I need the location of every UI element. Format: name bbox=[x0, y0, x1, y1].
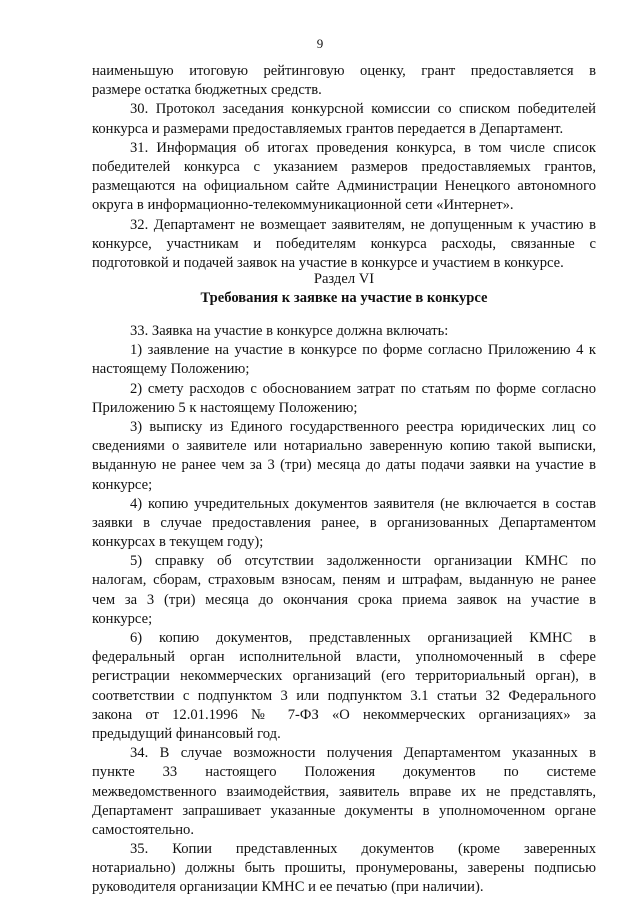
paragraphs-29-32 bbox=[92, 62, 596, 273]
text-line: конкурсе, участникам и победителям конкурса расходы, связанные с bbox=[92, 235, 596, 252]
text-line: подготовкой и подачей заявок на участие в конкурсе и участием в конкурсе. bbox=[92, 254, 564, 271]
text-line: регистрации некоммерческих организаций (его территориальный орган), в bbox=[92, 668, 596, 685]
text-line: межведомственного взаимодействия, заявитель вправе их не представлять, bbox=[92, 783, 596, 800]
text-line: 5) справку об отсутствии задолженности организации КМНС по bbox=[130, 553, 596, 570]
text-line: размещаются на официальном сайте Администрации Ненецкого автономного bbox=[92, 178, 596, 195]
text-line: 2) смету расходов с обоснованием затрат по статьям по форме согласно bbox=[130, 380, 596, 397]
text-line: наименьшую итоговую рейтинговую оценку, грант предоставляется в bbox=[92, 63, 596, 79]
section-title: Требования к заявке на участие в конкурсе bbox=[200, 290, 488, 306]
text-line: победителей конкурса с указанием размеров предоставляемых грантов, bbox=[92, 158, 596, 175]
text-line: федеральный орган исполнительной власти, уполномоченный в сфере bbox=[92, 649, 596, 666]
text-line: закона от 12.01.1996 № 7-ФЗ «О некоммерческих организациях» за bbox=[92, 706, 596, 723]
text-line: 30. Протокол заседания конкурсной комиссии со списком победителей bbox=[130, 101, 596, 118]
text-line: налогам, сборам, страховым взносам, пеням и штрафам, выданную не ранее bbox=[92, 572, 596, 589]
text-line: 4) копию учредительных документов заявителя (не включается в состав bbox=[130, 495, 596, 512]
text-line: конкурсе; bbox=[92, 610, 153, 627]
text-line: 3) выписку из Единого государственного реестра юридических лиц со bbox=[130, 418, 596, 435]
text-line: размере остатка бюджетных средств. bbox=[92, 82, 322, 99]
text-line: предыдущий финансовый год. bbox=[92, 725, 281, 742]
text-line: руководителя организации КМНС и ее печатью (при наличии). bbox=[92, 879, 484, 896]
paragraphs-33-35 bbox=[92, 322, 596, 898]
text-line: настоящему Положению; bbox=[92, 361, 250, 378]
text-line: сведениями о заявителе или нотариально заверенную копию такой выписки, bbox=[92, 438, 596, 455]
text-line: выданную не ранее чем за 3 (три) месяца до даты подачи заявки на участие в bbox=[92, 457, 596, 474]
text-line: Приложению 5 к настоящему Положению; bbox=[92, 399, 358, 416]
section-heading: Раздел VI bbox=[313, 271, 375, 287]
text-line: самостоятельно. bbox=[92, 821, 194, 838]
text-line: Департамент запрашивает указанные документы в уполномоченном органе bbox=[92, 802, 596, 819]
text-line: 31. Информация об итогах проведения конкурса, в том числе список bbox=[130, 139, 596, 156]
text-line: чем за 3 (три) месяца до окончания срока приема заявок на участие в bbox=[92, 591, 596, 608]
text-line: 35. Копии представленных документов (кроме заверенных bbox=[130, 841, 596, 858]
text-line: соответствии с подпунктом 3 или подпунктом 3.1 статьи 32 Федерального bbox=[92, 687, 596, 704]
text-line: 1) заявление на участие в конкурсе по форме согласно Приложению 4 к bbox=[130, 342, 596, 359]
text-line: 33. Заявка на участие в конкурсе должна включать: bbox=[130, 323, 449, 339]
text-line: пункте 33 настоящего Положения документов по системе bbox=[92, 764, 596, 781]
text-line: заявки в случае предоставления ранее, в организованных Департаментом bbox=[92, 514, 596, 531]
text-line: конкурса и размерами предоставляемых грантов передается в Департамент. bbox=[92, 120, 564, 137]
text-line: конкурсе; bbox=[92, 476, 153, 493]
page-number: 9 bbox=[316, 36, 324, 51]
text-line: нотариально) должны быть прошиты, пронумерованы, заверены подписью bbox=[92, 860, 596, 877]
text-line: 34. В случае возможности получения Департаментом указанных в bbox=[130, 745, 596, 762]
text-line: округа в информационно-телекоммуникационной сети «Интернет». bbox=[92, 197, 514, 214]
text-line: конкурсах в текущем году); bbox=[92, 534, 264, 551]
text-line: 6) копию документов, представленных организацией КМНС в bbox=[130, 630, 596, 646]
text-line: 32. Департамент не возмещает заявителям, не допущенным к участию в bbox=[130, 216, 596, 233]
